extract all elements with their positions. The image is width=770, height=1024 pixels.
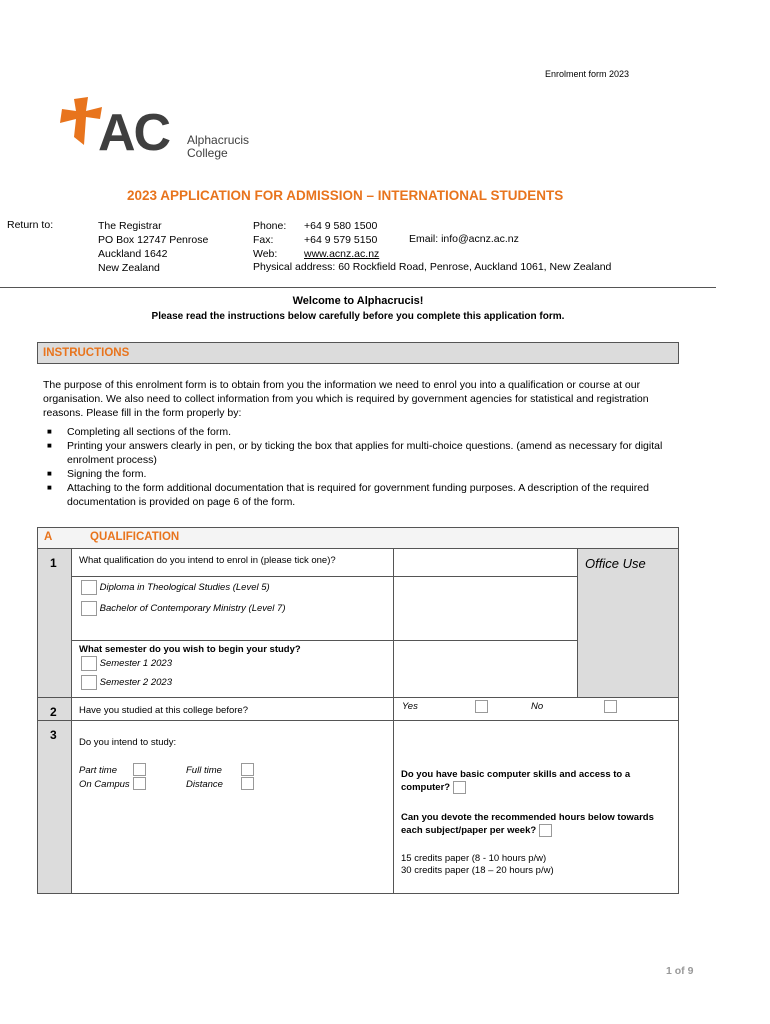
- option-label: Diploma in Theological Studies (Level 5): [99, 582, 270, 594]
- web-label: Web:: [253, 248, 278, 260]
- college-logo: [58, 97, 268, 163]
- option-label: Semester 2 2023: [99, 677, 172, 689]
- q1-question-cell: [71, 548, 394, 577]
- bachelor-checkbox[interactable]: [81, 601, 97, 616]
- instructions-paragraph: The purpose of this enrolment form is to obtain from you the information we need to enrol you into a qualification or course at our organisation. We also need to collect information from you which is required by government agencies for statistical and registration reasons. Please fill in the form properly by:: [43, 379, 649, 419]
- yes-label: Yes: [402, 701, 418, 712]
- office-use-cell: [577, 548, 679, 698]
- q2-question: Have you studied at this college before?: [79, 705, 248, 716]
- section-title: QUALIFICATION: [90, 531, 180, 543]
- section-a-header: [37, 527, 679, 549]
- answer-cell: [393, 576, 578, 641]
- fax-label: Fax:: [253, 234, 274, 246]
- computer-question: Do you have basic computer skills and access to a computer?: [401, 769, 631, 794]
- part-time-label: Part time: [79, 765, 118, 776]
- list-item: ■ Printing your answers clearly in pen, or by ticking the box that applies for multi-choice questions. (amend as necessary for digital enrolment process): [43, 439, 675, 467]
- q3-answer-cell: [393, 720, 679, 894]
- full-time-checkbox[interactable]: [241, 763, 254, 776]
- address-line: New Zealand: [98, 262, 160, 274]
- q3-question-cell: [71, 720, 394, 894]
- form-label: Enrolment form 2023: [545, 69, 630, 79]
- logo-letters: AC: [98, 104, 170, 162]
- on-campus-label: On Campus: [79, 779, 130, 790]
- hours-question: Can you devote the recommended hours below towards each subject/paper per week?: [401, 812, 654, 837]
- computer-checkbox[interactable]: [453, 781, 466, 794]
- q2-answer-cell: [393, 697, 679, 721]
- q1-options-cell: [71, 576, 394, 641]
- question-number: 2: [50, 705, 57, 719]
- yes-checkbox[interactable]: [475, 700, 488, 713]
- question-number: 1: [50, 556, 57, 570]
- return-label: Return to:: [7, 219, 54, 231]
- row-divider: [37, 720, 72, 721]
- page-number: 1 of 9: [666, 965, 694, 977]
- no-checkbox[interactable]: [604, 700, 617, 713]
- hours-checkbox[interactable]: [539, 824, 552, 837]
- email-text[interactable]: Email: info@acnz.ac.nz: [409, 233, 519, 245]
- option-label: Semester 1 2023: [99, 658, 172, 670]
- on-campus-checkbox[interactable]: [133, 777, 146, 790]
- q2-question-cell: [71, 697, 394, 721]
- physical-address: Physical address: 60 Rockfield Road, Penrose, Auckland 1061, New Zealand: [253, 261, 612, 273]
- list-item: ■ Signing the form.: [43, 467, 675, 481]
- list-item: ■ Attaching to the form additional documentation that is required for government funding purposes. A description of the required documentation is provided on page 6 of the form.: [43, 481, 675, 509]
- address-line: The Registrar: [98, 220, 162, 232]
- part-time-checkbox[interactable]: [133, 763, 146, 776]
- instructions-list: [43, 425, 675, 509]
- question-number: 3: [50, 728, 57, 742]
- address-line: PO Box 12747 Penrose: [98, 234, 209, 246]
- website-link[interactable]: www.acnz.ac.nz: [304, 248, 380, 260]
- list-item: ■ Completing all sections of the form.: [43, 425, 675, 439]
- distance-label: Distance: [186, 779, 223, 790]
- office-use-label: Office Use: [585, 556, 646, 571]
- answer-cell: [393, 640, 578, 698]
- q1-question: What qualification do you intend to enrol in (please tick one)?: [79, 555, 336, 566]
- full-time-label: Full time: [186, 765, 222, 776]
- contact-values: [304, 219, 379, 261]
- phone-value: +64 9 580 1500: [304, 220, 378, 232]
- address-line: Auckland 1642: [98, 248, 168, 260]
- welcome-subheading: Please read the instructions below carefully before you complete this application form.: [151, 311, 565, 322]
- logo-name-line2: College: [187, 146, 228, 160]
- hours-30-text: 30 credits paper (18 – 20 hours p/w): [401, 865, 554, 876]
- fax-value: +64 9 579 5150: [304, 234, 378, 246]
- semester-1-checkbox[interactable]: [81, 656, 97, 671]
- hours-15-text: 15 credits paper (8 - 10 hours p/w): [401, 853, 547, 864]
- answer-cell: [393, 548, 578, 577]
- distance-checkbox[interactable]: [241, 777, 254, 790]
- instructions-header: [37, 342, 679, 364]
- row-divider: [37, 697, 72, 698]
- no-label: No: [531, 701, 544, 712]
- option-label: Bachelor of Contemporary Ministry (Level 7): [99, 603, 286, 615]
- number-column: [37, 548, 72, 894]
- page-title: 2023 APPLICATION FOR ADMISSION – INTERNATIONAL STUDENTS: [127, 188, 564, 203]
- diploma-checkbox[interactable]: [81, 580, 97, 595]
- logo-name-line1: Alphacrucis: [187, 133, 250, 147]
- return-address: [98, 219, 208, 275]
- phone-label: Phone:: [253, 220, 287, 232]
- divider: [0, 287, 716, 288]
- semester-2-checkbox[interactable]: [81, 675, 97, 690]
- section-letter: A: [44, 531, 53, 543]
- semester-question: What semester do you wish to begin your study?: [79, 644, 301, 655]
- q3-question: Do you intend to study:: [79, 737, 177, 748]
- contact-labels: [253, 219, 286, 261]
- q1-semester-cell: [71, 640, 394, 698]
- instructions-heading: INSTRUCTIONS: [43, 347, 130, 359]
- welcome-heading: Welcome to Alphacrucis!: [292, 295, 424, 307]
